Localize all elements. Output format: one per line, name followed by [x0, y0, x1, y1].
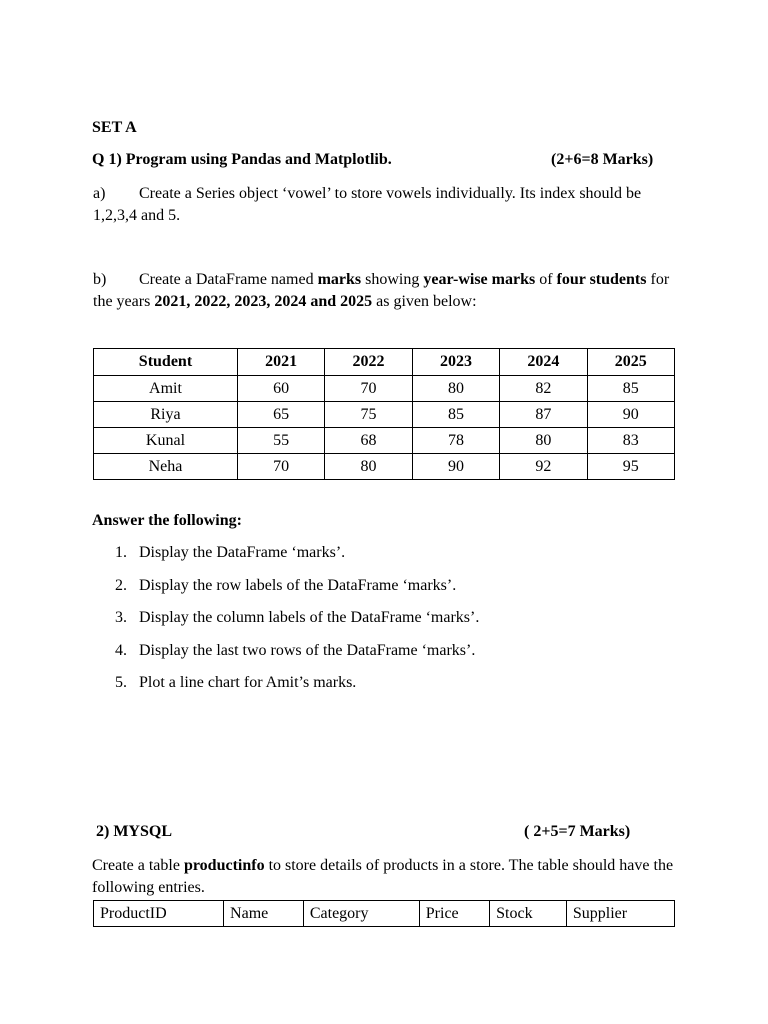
table-cell: 78	[412, 428, 499, 454]
column-cell: ProductID	[94, 901, 224, 927]
list-item-number: 2.	[115, 576, 127, 594]
q1b-bold-1: marks	[317, 271, 362, 288]
answer-heading: Answer the following:	[92, 512, 242, 529]
marks-table-header-row	[94, 349, 675, 376]
list-item-number: 3.	[115, 609, 127, 626]
list-item-number: 4.	[115, 641, 127, 659]
q1b-text-4: for the years	[93, 271, 670, 310]
list-item-number: 1.	[115, 544, 127, 561]
q1b-text-5: as given below:	[372, 293, 477, 310]
table-cell: Kunal	[94, 428, 238, 454]
table-cell: 80	[500, 428, 587, 454]
table-cell: 82	[500, 376, 587, 402]
table-cell: 60	[237, 376, 324, 402]
list-item-text: Display the column labels of the DataFrame ‘marks’.	[139, 609, 480, 626]
list-item	[115, 641, 479, 674]
question-1a	[93, 183, 673, 227]
productinfo-table	[93, 900, 675, 927]
q2-bold-1: productinfo	[183, 857, 265, 874]
table-cell: Amit	[94, 376, 238, 402]
question-1b	[93, 269, 673, 313]
list-item-number: 5.	[115, 674, 127, 691]
table-cell: 90	[587, 402, 674, 428]
table-row	[94, 402, 675, 428]
table-header-cell: Student	[94, 349, 238, 376]
q2-text-2: to store details of products in a store. The table should have the following entries.	[92, 857, 674, 896]
table-cell: Neha	[94, 454, 238, 480]
list-item	[115, 673, 479, 706]
table-header-cell: 2023	[412, 349, 499, 376]
set-title: SET A	[92, 119, 137, 136]
list-item-text: Plot a line chart for Amit’s marks.	[139, 674, 357, 691]
table-cell: 90	[412, 454, 499, 480]
table-row	[94, 428, 675, 454]
question-2-heading: 2) MYSQL	[96, 823, 172, 840]
q1b-text-3: of	[535, 271, 557, 288]
table-cell: 80	[412, 376, 499, 402]
table-cell: 70	[325, 376, 412, 402]
column-cell: Category	[303, 901, 419, 927]
table-header-cell: 2022	[325, 349, 412, 376]
table-cell: 70	[237, 454, 324, 480]
q1b-bold-2: year-wise marks	[423, 271, 536, 288]
q2-text-1: Create a table	[92, 857, 184, 874]
table-row	[94, 901, 675, 927]
table-cell: 92	[500, 454, 587, 480]
q1b-bold-4: 2021, 2022, 2023, 2024 and 2025	[154, 293, 373, 310]
question-1-heading: Q 1) Program using Pandas and Matplotlib.	[92, 151, 392, 168]
list-item-text: Display the last two rows of the DataFrame ‘marks’.	[139, 641, 476, 659]
column-cell: Supplier	[566, 901, 674, 927]
question-1a-label: a)	[93, 185, 106, 202]
question-2-marks: ( 2+5=7 Marks)	[524, 823, 631, 840]
table-cell: 75	[325, 402, 412, 428]
table-header-cell: 2024	[500, 349, 587, 376]
table-row	[94, 454, 675, 480]
table-cell: 80	[325, 454, 412, 480]
table-row	[94, 376, 675, 402]
table-header-cell: 2025	[587, 349, 674, 376]
table-cell: 85	[587, 376, 674, 402]
list-item-text: Display the row labels of the DataFrame ‘marks’.	[139, 576, 457, 594]
table-cell: 95	[587, 454, 674, 480]
question-1a-text: Create a Series object ‘vowel’ to store vowels individually. Its index should be 1,2,3,4 and 5.	[93, 185, 642, 224]
table-cell: 83	[587, 428, 674, 454]
marks-table	[93, 348, 675, 480]
list-item-text: Display the DataFrame ‘marks’.	[139, 544, 346, 561]
table-cell: Riya	[94, 402, 238, 428]
column-cell: Price	[419, 901, 489, 927]
q1b-text-2: showing	[361, 271, 424, 288]
table-header-cell: 2021	[237, 349, 324, 376]
column-cell: Name	[224, 901, 304, 927]
task-list	[115, 543, 479, 706]
question-2-text	[92, 855, 677, 899]
table-cell: 65	[237, 402, 324, 428]
question-1-marks: (2+6=8 Marks)	[551, 151, 654, 168]
q1b-bold-3: four students	[556, 271, 647, 288]
list-item	[115, 608, 479, 641]
column-cell: Stock	[490, 901, 567, 927]
table-cell: 85	[412, 402, 499, 428]
q1b-text-1: Create a DataFrame named	[139, 271, 318, 288]
table-cell: 68	[325, 428, 412, 454]
list-item	[115, 543, 479, 576]
list-item	[115, 576, 479, 609]
table-cell: 87	[500, 402, 587, 428]
question-1b-label: b)	[93, 271, 107, 288]
table-cell: 55	[237, 428, 324, 454]
